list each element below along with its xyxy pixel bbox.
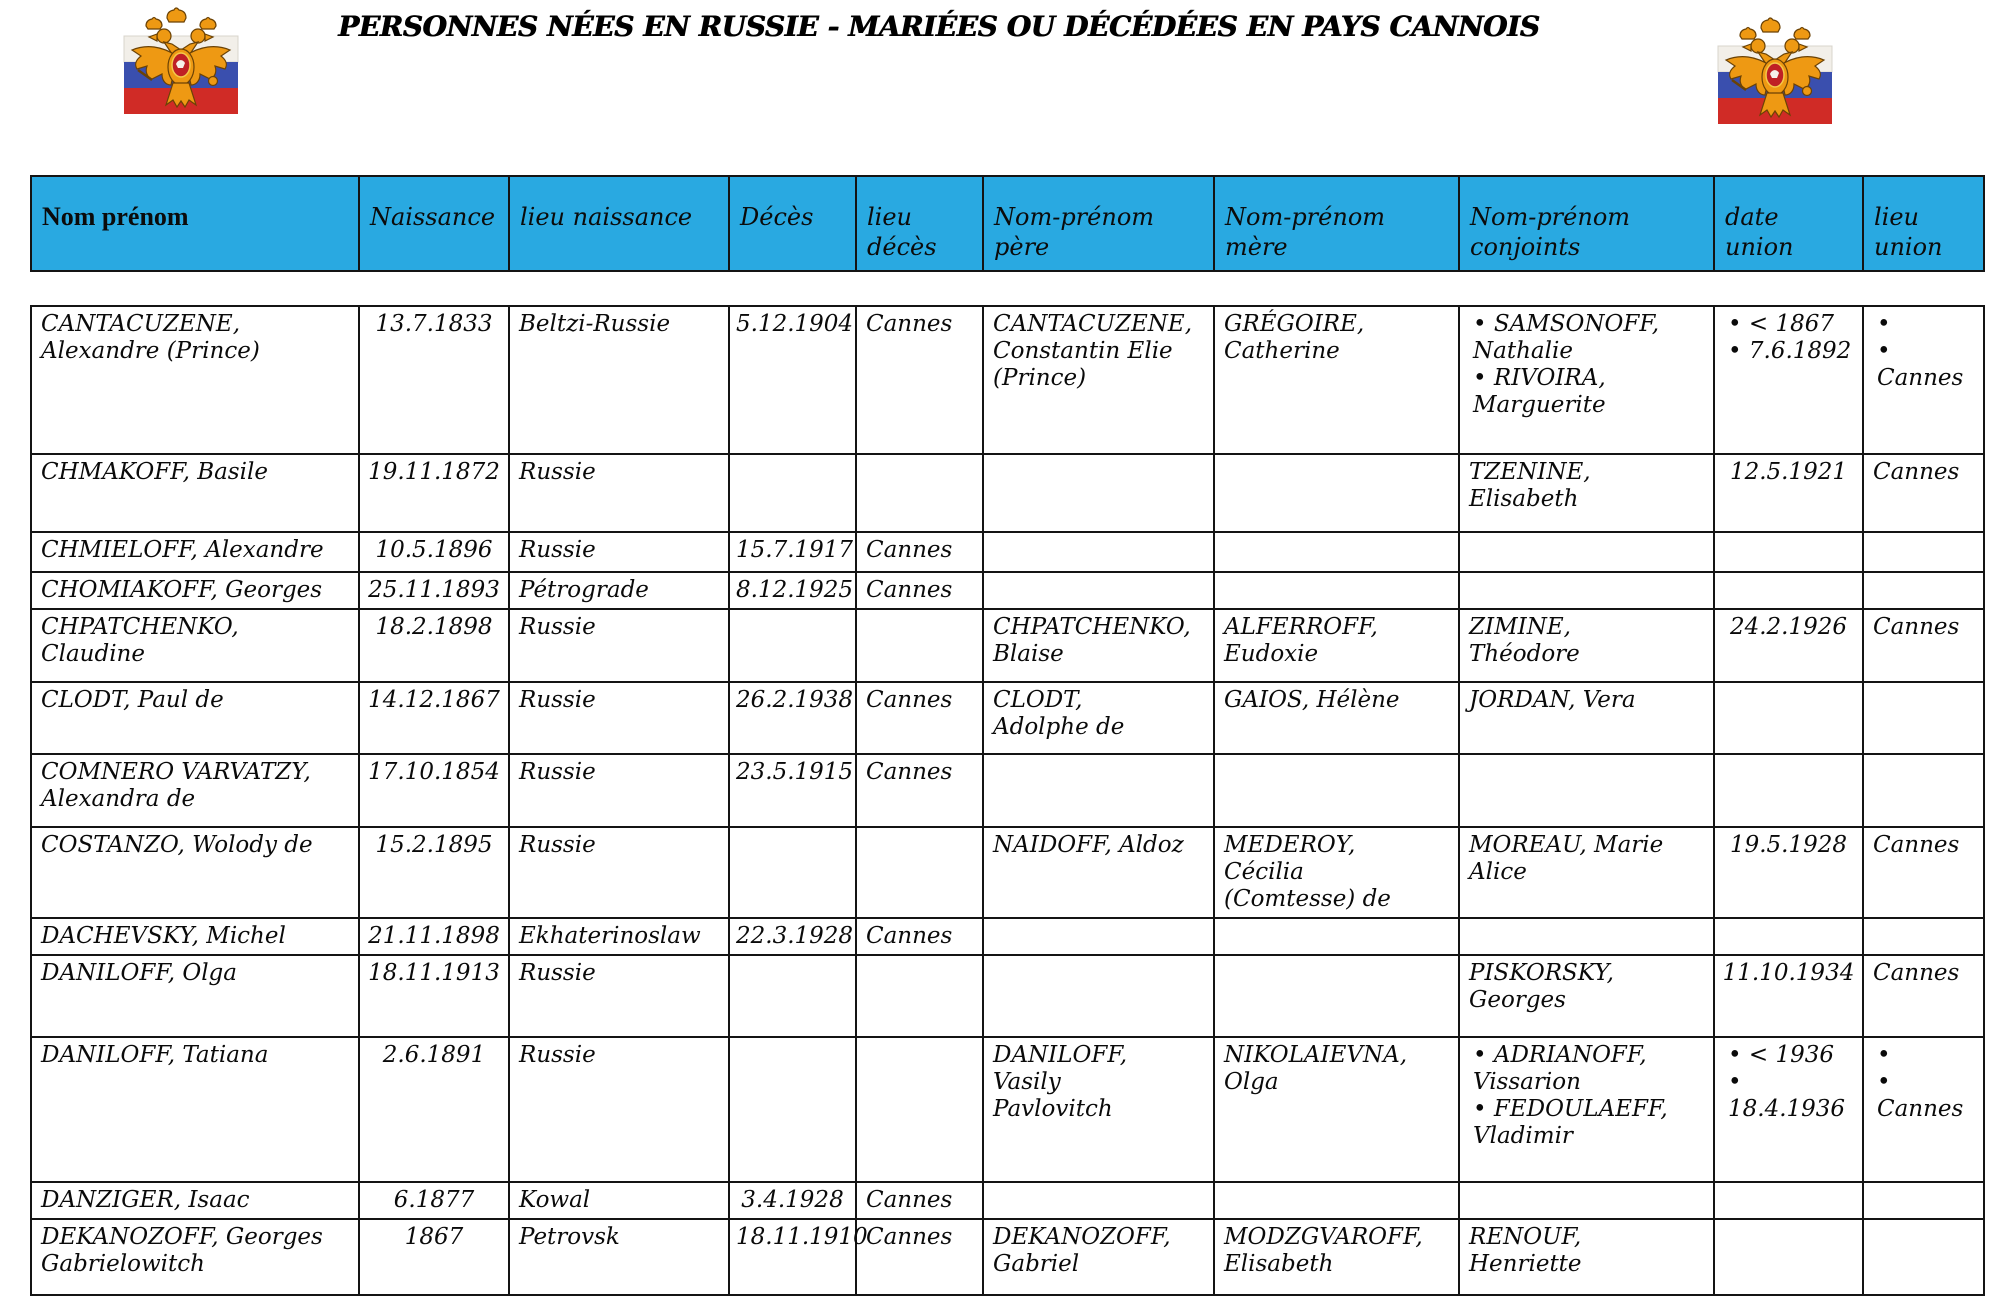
column-header-deces: Décès [730,177,857,270]
cell-date_union [1715,533,1864,571]
cell-deces [730,610,857,681]
cell-nom: DANILOFF, Olga [32,956,360,1036]
cell-naissance: 13.7.1833 [360,307,510,453]
column-header-conjoints: Nom-prénom conjoints [1460,177,1715,270]
cell-lieu_union [1864,1220,1987,1294]
cell-lieu_naissance: Russie [510,828,730,917]
cell-lieu_deces [857,610,984,681]
cell-lieu_deces: Cannes [857,755,984,826]
cell-nom: CHMIELOFF, Alexandre [32,533,360,571]
cell-lieu_deces: Cannes [857,683,984,753]
cell-naissance: 1867 [360,1220,510,1294]
bullet-item: • RIVOIRA, Marguerite [1473,365,1606,418]
cell-naissance: 6.1877 [360,1183,510,1218]
bullet-item: • 18.4.1936 [1728,1069,1846,1122]
cell-nom: CHOMIAKOFF, Georges [32,573,360,608]
cell-naissance: 15.2.1895 [360,828,510,917]
cell-lieu_deces: Cannes [857,533,984,571]
russian-empire-flag-right [1710,14,1840,128]
cell-pere [984,919,1215,954]
cell-conjoints: PISKORSKY, Georges [1460,956,1715,1036]
cell-naissance: 19.11.1872 [360,455,510,531]
cell-lieu_naissance: Russie [510,956,730,1036]
cell-lieu_union [1864,919,1987,954]
bullet-item: • 7.6.1892 [1728,338,1852,364]
cell-date_union [1715,683,1864,753]
column-header-lieu_union: lieu union [1874,203,1943,261]
table-row [30,573,1985,610]
cell-conjoints [1460,1038,1715,1181]
cell-naissance: 21.11.1898 [360,919,510,954]
bullet-item: • SAMSONOFF, Nathalie [1473,311,1660,364]
table-row [30,1183,1985,1220]
cell-mere [1215,755,1460,826]
cell-mere: MODZGVAROFF, Elisabeth [1215,1220,1460,1294]
table-row [30,533,1985,573]
cell-nom: DACHEVSKY, Michel [32,919,360,954]
cell-lieu_naissance: Russie [510,1038,730,1181]
cell-lieu_union [1864,573,1987,608]
cell-conjoints: RENOUF, Henriette [1460,1220,1715,1294]
cell-naissance: 25.11.1893 [360,573,510,608]
cell-nom: CANTACUZENE, Alexandre (Prince) [32,307,360,453]
cell-deces: 26.2.1938 [730,683,857,753]
cell-lieu_naissance: Russie [510,755,730,826]
cell-nom: DANZIGER, Isaac [32,1183,360,1218]
cell-nom: COSTANZO, Wolody de [32,828,360,917]
cell-lieu_union [1864,307,1987,453]
table-body [30,305,1985,1296]
cell-deces [730,956,857,1036]
cell-mere [1215,573,1460,608]
cell-lieu_union [1864,533,1987,571]
bullet-item: • ADRIANOFF, Vissarion [1473,1042,1647,1095]
bullet-item: • Cannes [1877,1069,1964,1122]
cell-conjoints [1460,755,1715,826]
cell-naissance: 18.2.1898 [360,610,510,681]
cell-lieu_naissance: Russie [510,683,730,753]
cell-conjoints: ZIMINE, Théodore [1460,610,1715,681]
cell-lieu_deces: Cannes [857,307,984,453]
cell-conjoints [1460,919,1715,954]
cell-nom: COMNERO VARVATZY, Alexandra de [32,755,360,826]
cell-pere: NAIDOFF, Aldoz [984,828,1215,917]
cell-lieu_union: Cannes [1873,614,1960,640]
table-row [30,305,1985,455]
cell-deces [730,455,857,531]
cell-naissance: 18.11.1913 [360,956,510,1036]
cell-pere [984,533,1215,571]
cell-lieu_deces [857,455,984,531]
cell-lieu_naissance: Kowal [510,1183,730,1218]
cell-date_union [1715,1038,1864,1181]
cell-pere [984,755,1215,826]
cell-mere [1215,1183,1460,1218]
cell-mere: MEDEROY, Cécilia (Comtesse) de [1215,828,1460,917]
cell-conjoints: TZENINE, Elisabeth [1460,455,1715,531]
cell-lieu_deces: Cannes [857,919,984,954]
cell-deces [730,828,857,917]
cell-mere [1215,956,1460,1036]
cell-pere: CHPATCHENKO, Blaise [984,610,1215,681]
cell-mere [1215,533,1460,571]
cell-pere [984,573,1215,608]
cell-nom: CHMAKOFF, Basile [32,455,360,531]
cell-date_union [1715,755,1864,826]
bullet-item: • < 1936 [1728,1042,1834,1068]
table-row [30,1038,1985,1183]
cell-naissance: 14.12.1867 [360,683,510,753]
cell-nom: DEKANOZOFF, Georges Gabrielowitch [32,1220,360,1294]
cell-deces: 8.12.1925 [730,573,857,608]
cell-lieu_union: Cannes [1873,960,1960,986]
cell-lieu_naissance: Russie [510,610,730,681]
cell-date_union [1715,307,1864,453]
russian-empire-flag-left [120,4,242,118]
cell-lieu_union: Cannes [1873,832,1960,858]
cell-date_union: 24.2.1926 [1715,610,1864,681]
cell-pere: CANTACUZENE, Constantin Elie (Prince) [984,307,1215,453]
cell-lieu_deces [857,956,984,1036]
cell-date_union: 12.5.1921 [1715,455,1864,531]
table-row [30,610,1985,683]
bullet-item: • Cannes [1877,338,1964,391]
cell-lieu_union [1864,1183,1987,1218]
cell-pere: DANILOFF, Vasily Pavlovitch [984,1038,1215,1181]
cell-conjoints: MOREAU, Marie Alice [1460,828,1715,917]
cell-date_union [1715,1183,1864,1218]
cell-conjoints [1460,307,1715,453]
cell-lieu_naissance: Ekhaterinoslaw [510,919,730,954]
bullet-item: • FEDOULAEFF, Vladimir [1473,1096,1668,1149]
cell-conjoints: JORDAN, Vera [1460,683,1715,753]
cell-lieu_naissance: Pétrograde [510,573,730,608]
cell-lieu_naissance: Russie [510,455,730,531]
cell-mere: GAIOS, Hélène [1215,683,1460,753]
cell-lieu_naissance: Russie [510,533,730,571]
cell-lieu_deces: Cannes [857,573,984,608]
cell-lieu_deces: Cannes [857,1183,984,1218]
imperial-eagle-icon [120,4,242,118]
cell-deces [730,1038,857,1181]
cell-mere [1215,919,1460,954]
cell-mere: NIKOLAIEVNA, Olga [1215,1038,1460,1181]
table-row [30,1220,1985,1296]
cell-naissance: 10.5.1896 [360,533,510,571]
cell-lieu_deces: Cannes [857,1220,984,1294]
column-header-nom: Nom prénom [32,177,360,270]
column-header-date_union: date union [1715,177,1864,270]
cell-date_union [1715,573,1864,608]
cell-pere [984,1183,1215,1218]
table-row [30,956,1985,1038]
cell-deces: 22.3.1928 [730,919,857,954]
cell-lieu_deces [857,1038,984,1181]
cell-date_union [1715,1220,1864,1294]
cell-lieu_deces [857,828,984,917]
table-row [30,919,1985,956]
cell-deces: 3.4.1928 [730,1183,857,1218]
page-title: PERSONNES NÉES EN RUSSIE - MARIÉES OU DÉCÉDÉES EN PAYS CANNOIS [338,10,1540,43]
cell-lieu_union [1864,683,1987,753]
cell-lieu_union [1864,755,1987,826]
column-header-pere: Nom-prénom père [984,177,1215,270]
cell-conjoints [1460,1183,1715,1218]
table-row [30,755,1985,828]
cell-date_union [1715,919,1864,954]
cell-mere [1215,455,1460,531]
cell-date_union: 11.10.1934 [1715,956,1864,1036]
cell-date_union: 19.5.1928 [1715,828,1864,917]
table-row [30,683,1985,755]
cell-nom: CLODT, Paul de [32,683,360,753]
column-header-naissance: Naissance [360,177,510,270]
table-row [30,828,1985,919]
cell-conjoints [1460,573,1715,608]
cell-pere: CLODT, Adolphe de [984,683,1215,753]
cell-nom: DANILOFF, Tatiana [32,1038,360,1181]
cell-naissance: 2.6.1891 [360,1038,510,1181]
column-header-lieu_deces: lieu décès [857,177,984,270]
cell-deces: 18.11.1910 [730,1220,857,1294]
bullet-item: • [1877,1042,1891,1068]
cell-lieu_naissance: Petrovsk [510,1220,730,1294]
cell-naissance: 17.10.1854 [360,755,510,826]
cell-deces: 23.5.1915 [730,755,857,826]
cell-lieu_union: Cannes [1873,459,1960,485]
cell-mere: GRÉGOIRE, Catherine [1215,307,1460,453]
cell-pere [984,455,1215,531]
column-header-lieu_naissance: lieu naissance [510,177,730,270]
table-header-row [30,175,1985,272]
cell-lieu_naissance: Beltzi-Russie [510,307,730,453]
cell-lieu_union [1864,1038,1987,1181]
bullet-item: • [1877,311,1891,337]
cell-mere: ALFERROFF, Eudoxie [1215,610,1460,681]
cell-pere: DEKANOZOFF, Gabriel [984,1220,1215,1294]
cell-nom: CHPATCHENKO, Claudine [32,610,360,681]
cell-deces: 15.7.1917 [730,533,857,571]
cell-pere [984,956,1215,1036]
table-row [30,455,1985,533]
persons-table [30,175,1985,1296]
cell-deces: 5.12.1904 [730,307,857,453]
column-header-mere: Nom-prénom mère [1215,177,1460,270]
cell-conjoints [1460,533,1715,571]
bullet-item: • < 1867 [1728,311,1834,337]
imperial-eagle-icon [1710,14,1840,128]
